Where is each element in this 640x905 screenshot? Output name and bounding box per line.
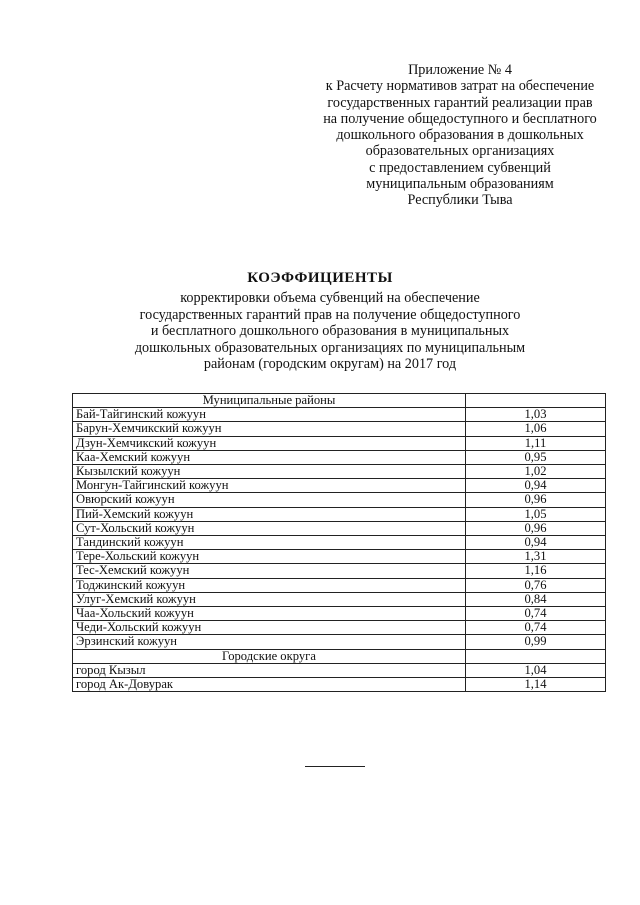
district-name-cell: Пий-Хемский кожуун xyxy=(73,507,466,521)
district-name-cell: город Кызыл xyxy=(73,663,466,677)
appendix-line: Республики Тыва xyxy=(407,192,513,209)
table-row xyxy=(73,536,606,550)
subtitle-line: и бесплатного дошкольного образования в муниципальных xyxy=(150,323,510,339)
subtitle-line: корректировки объема субвенций на обеспечение xyxy=(180,290,480,306)
coefficient-value-cell: 1,14 xyxy=(465,678,605,692)
appendix-line: муниципальным образованиям xyxy=(366,176,554,193)
subtitle-line: дошкольных образовательных организациях по муниципальным xyxy=(134,339,526,356)
coefficient-value-cell: 1,04 xyxy=(465,663,605,677)
coefficient-value-cell: 0,94 xyxy=(465,536,605,550)
district-name-cell: Дзун-Хемчикский кожуун xyxy=(73,436,466,450)
district-name-cell: Тандинский кожуун xyxy=(73,536,466,550)
appendix-line: на получение общедоступного и бесплатного xyxy=(323,110,597,127)
district-name-cell: Чаа-Хольский кожуун xyxy=(73,607,466,621)
municipal-districts-header: Муниципальные районы xyxy=(73,394,466,408)
coefficient-value-cell: 1,05 xyxy=(465,507,605,521)
appendix-line: образовательных организациях xyxy=(365,143,555,160)
coefficients-table-body xyxy=(73,394,606,692)
coefficient-value-cell: 1,03 xyxy=(465,408,605,422)
table-row xyxy=(73,678,606,692)
table-row xyxy=(73,521,606,535)
coefficient-value-cell: 0,94 xyxy=(465,479,605,493)
coefficient-value-cell: 0,84 xyxy=(465,592,605,606)
coefficient-value-cell: 0,74 xyxy=(465,607,605,621)
table-row xyxy=(73,465,606,479)
coefficient-value-cell: 0,96 xyxy=(465,493,605,507)
district-name-cell: Тес-Хемский кожуун xyxy=(73,564,466,578)
municipal-districts-header-empty-cell xyxy=(465,394,605,408)
district-name-cell: город Ак-Довурак xyxy=(73,678,466,692)
city-districts-header: Городские округа xyxy=(73,649,466,663)
coefficient-value-cell: 1,11 xyxy=(465,436,605,450)
district-name-cell: Эрзинский кожуун xyxy=(73,635,466,649)
municipal-districts-header-row xyxy=(73,394,606,408)
table-row xyxy=(73,663,606,677)
coefficient-value-cell: 0,95 xyxy=(465,450,605,464)
table-row xyxy=(73,436,606,450)
appendix-line: государственных гарантий реализации прав xyxy=(327,94,593,111)
coefficients-table xyxy=(72,393,606,692)
appendix-line: к Расчету нормативов затрат на обеспечение xyxy=(325,78,595,95)
coefficient-value-cell: 0,99 xyxy=(465,635,605,649)
table-row xyxy=(73,550,606,564)
coefficient-value-cell: 0,96 xyxy=(465,521,605,535)
coefficient-value-cell: 1,31 xyxy=(465,550,605,564)
district-name-cell: Тере-Хольский кожуун xyxy=(73,550,466,564)
end-divider xyxy=(305,766,365,767)
city-districts-header-empty-cell xyxy=(465,649,605,663)
appendix-line: дошкольного образования в дошкольных xyxy=(336,127,584,144)
district-name-cell: Бай-Тайгинский кожуун xyxy=(73,408,466,422)
table-row xyxy=(73,564,606,578)
district-name-cell: Каа-Хемский кожуун xyxy=(73,450,466,464)
document-subtitle xyxy=(110,290,550,373)
table-row xyxy=(73,607,606,621)
district-name-cell: Овюрский кожуун xyxy=(73,493,466,507)
district-name-cell: Улуг-Хемский кожуун xyxy=(73,592,466,606)
district-name-cell: Кызылский кожуун xyxy=(73,465,466,479)
table-row xyxy=(73,408,606,422)
appendix-block xyxy=(300,62,620,209)
district-name-cell: Монгун-Тайгинский кожуун xyxy=(73,479,466,493)
table-row xyxy=(73,592,606,606)
appendix-line: Приложение № 4 xyxy=(408,62,512,78)
table-row xyxy=(73,635,606,649)
subtitle-line: районам (городским округам) на 2017 год xyxy=(203,356,457,372)
subtitle-line: государственных гарантий прав на получение общедоступного xyxy=(139,306,521,323)
district-name-cell: Сут-Хольский кожуун xyxy=(73,521,466,535)
coefficient-value-cell: 0,76 xyxy=(465,578,605,592)
coefficient-value-cell: 1,02 xyxy=(465,465,605,479)
appendix-line: с предоставлением субвенций xyxy=(369,159,551,176)
coefficient-value-cell: 1,06 xyxy=(465,422,605,436)
city-districts-header-row xyxy=(73,649,606,663)
table-row xyxy=(73,493,606,507)
district-name-cell: Барун-Хемчикский кожуун xyxy=(73,422,466,436)
table-row xyxy=(73,621,606,635)
document-title: КОЭФФИЦИЕНТЫ xyxy=(247,270,393,286)
district-name-cell: Тоджинский кожуун xyxy=(73,578,466,592)
table-row xyxy=(73,578,606,592)
table-row xyxy=(73,422,606,436)
table-row xyxy=(73,479,606,493)
coefficient-value-cell: 1,16 xyxy=(465,564,605,578)
table-row xyxy=(73,450,606,464)
coefficient-value-cell: 0,74 xyxy=(465,621,605,635)
district-name-cell: Чеди-Хольский кожуун xyxy=(73,621,466,635)
table-row xyxy=(73,507,606,521)
